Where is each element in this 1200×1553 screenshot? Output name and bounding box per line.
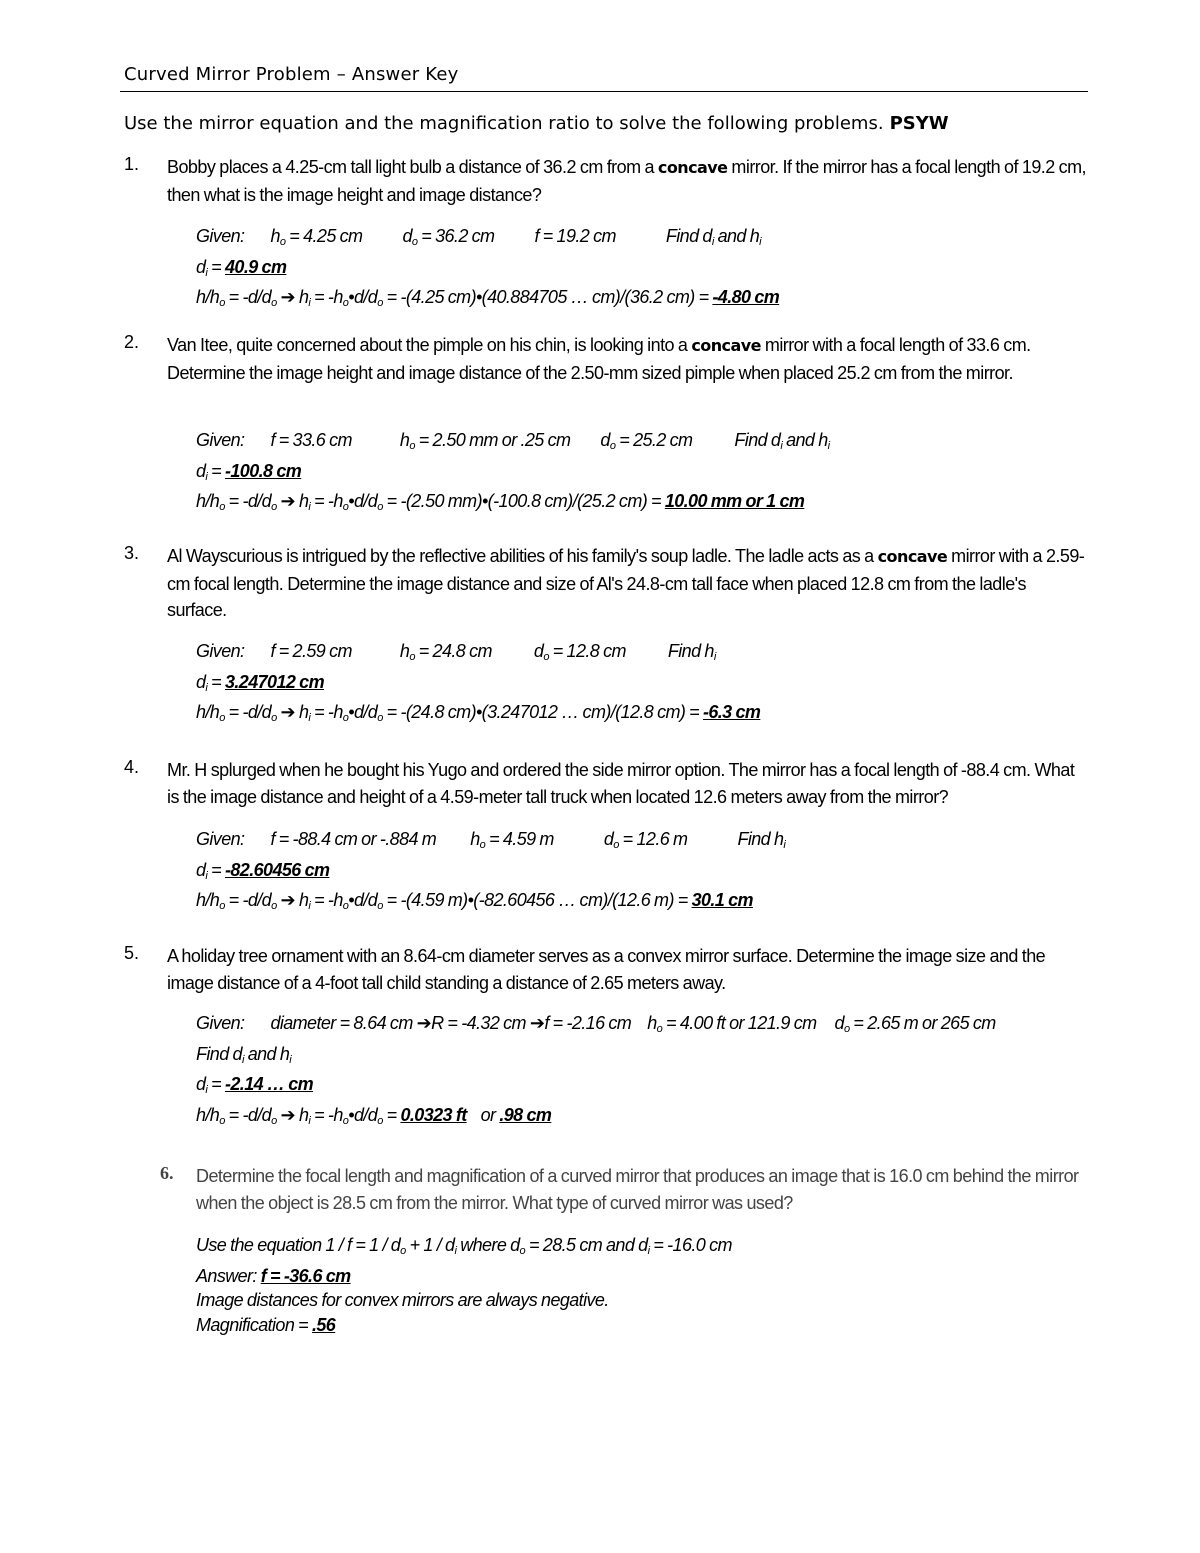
formula: •d/d xyxy=(348,287,378,307)
var-h: h xyxy=(298,491,309,511)
problem-text: Determine the focal length and magnification of a curved mirror that produces an image that is 16.0 cm behind the mirror when the object is 28.5 cm from the mirror. What type of curved mirror was used? xyxy=(196,1166,1079,1213)
solution xyxy=(196,639,760,731)
given-do: = 36.2 cm xyxy=(417,226,495,246)
sub: o xyxy=(342,712,349,724)
equals: = xyxy=(207,1074,225,1094)
var-d: d xyxy=(196,1074,206,1094)
sub: i xyxy=(759,236,761,248)
hi-answer: -4.80 cm xyxy=(712,287,780,307)
given-line xyxy=(196,1011,996,1042)
sub: i xyxy=(289,1053,292,1066)
formula: = -h xyxy=(310,702,343,722)
di-answer: 40.9 cm xyxy=(225,256,287,277)
mirror-type-keyword: concave xyxy=(691,336,761,355)
given-line xyxy=(196,827,785,858)
given-do: = 2.65 m or 265 cm xyxy=(849,1013,996,1033)
given-label: Given: xyxy=(196,430,245,450)
mirror-type-keyword: concave xyxy=(657,158,728,177)
or-text: or xyxy=(480,1104,496,1125)
formula: = -h xyxy=(310,890,343,910)
hi-answer: 10.00 mm or 1 cm xyxy=(664,491,805,511)
di-answer: 3.247012 cm xyxy=(225,671,324,692)
solution xyxy=(196,827,785,919)
var-d: d xyxy=(402,226,412,246)
sub: o xyxy=(609,440,616,452)
solution xyxy=(196,1233,732,1337)
sub: i xyxy=(713,651,716,663)
find-label: and h xyxy=(713,226,760,246)
hi-answer: 0.0323 ft xyxy=(400,1104,467,1125)
given-label: Given: xyxy=(196,1013,245,1033)
solution xyxy=(196,428,830,520)
find-label: Find h xyxy=(737,829,784,849)
given-diameter: diameter = 8.64 cm xyxy=(270,1013,417,1033)
magnification-answer: .56 xyxy=(311,1314,336,1335)
formula: •d/d xyxy=(348,702,378,722)
sub: i xyxy=(205,681,208,694)
sub: o xyxy=(543,651,549,663)
equals: = xyxy=(207,859,225,880)
sub: o xyxy=(843,1023,850,1035)
find-label: Find d xyxy=(665,226,712,246)
problem-text: Mr. H splurged when he bought his Yugo and ordered the side mirror option. The mirror has a focal length of -88.4 cm. What is the image distance and height of a 4.59-meter tall truck when located 12.6 meters away from the mirror? xyxy=(167,760,1075,807)
find-label: and h xyxy=(243,1043,290,1064)
mirror-type-keyword: concave xyxy=(877,547,948,566)
var-h: h xyxy=(399,430,410,450)
di-line xyxy=(196,858,785,889)
given-f: f = 2.59 cm xyxy=(270,641,352,661)
calculation: = xyxy=(382,1104,401,1125)
arrow-icon: ➔ xyxy=(280,287,296,307)
di-answer: -2.14 … cm xyxy=(225,1074,314,1094)
di-line xyxy=(196,1072,996,1103)
sub: i xyxy=(308,1114,311,1127)
hi-answer: 30.1 cm xyxy=(691,890,753,910)
problem-text-part: Bobby places a 4.25-cm tall light bulb a distance of 36.2 cm from a xyxy=(167,157,658,177)
sub: o xyxy=(411,236,418,248)
sub: o xyxy=(342,501,349,513)
sub: o xyxy=(219,1114,225,1127)
sub: o xyxy=(656,1023,663,1035)
problem-text: A holiday tree ornament with an 8.64-cm diameter serves as a convex mirror surface. Determine the image size and the image distance of a 4-foot tall child standing a distance of 2.65 meters away. xyxy=(167,946,1046,993)
find-label: Find d xyxy=(734,430,781,450)
equation-text: Use the equation 1 / f = 1 / d xyxy=(196,1235,401,1255)
given-ho: = 24.8 cm xyxy=(414,641,492,661)
problem-text-part: Al Wayscurious is intrigued by the reflective abilities of his family's soup ladle. The ladle acts as a xyxy=(167,546,878,566)
var-d: d xyxy=(196,859,206,880)
di-line xyxy=(196,255,779,286)
sub: i xyxy=(308,900,311,912)
solution xyxy=(196,224,779,316)
var-h: h xyxy=(298,1104,309,1125)
sub: i xyxy=(308,501,311,513)
instructions xyxy=(124,113,949,134)
ratio: h/h xyxy=(196,702,220,722)
ratio: = -d/d xyxy=(224,1104,272,1125)
sub: o xyxy=(219,297,225,309)
var-h: h xyxy=(298,287,309,307)
sub: o xyxy=(342,297,349,309)
sub: i xyxy=(205,266,208,279)
given-f: f = 19.2 cm xyxy=(534,226,616,246)
problem-text xyxy=(167,543,1088,624)
equation-text: where d xyxy=(456,1235,520,1255)
problem-text xyxy=(167,332,1088,386)
given-f: f = -2.16 cm xyxy=(544,1013,632,1033)
answer-line xyxy=(196,1264,732,1289)
given-line xyxy=(196,639,760,670)
hi-line xyxy=(196,700,760,731)
header-divider xyxy=(120,91,1088,92)
di-answer: -100.8 cm xyxy=(225,460,302,481)
given-label: Given: xyxy=(196,641,245,661)
var-h: h xyxy=(399,641,410,661)
given-radius: R = -4.32 cm xyxy=(431,1013,530,1033)
var-h: h xyxy=(298,890,309,910)
equation-text: = -16.0 cm xyxy=(649,1235,732,1255)
ratio: = -d/d xyxy=(224,287,272,307)
hi-line xyxy=(196,1103,996,1134)
given-label: Given: xyxy=(196,226,245,246)
sub: o xyxy=(279,236,286,248)
sub: o xyxy=(219,501,225,513)
sub: i xyxy=(780,440,783,452)
problem-number: 5. xyxy=(124,943,140,963)
var-d: d xyxy=(196,671,206,692)
var-d: d xyxy=(834,1013,844,1033)
ratio: h/h xyxy=(196,1104,220,1125)
problem-text-part: mirror. If the mirror has a focal length of 19.2 cm, then what is the image height and image distance? xyxy=(167,157,1086,205)
find-label: and h xyxy=(782,430,828,450)
sub: o xyxy=(342,1114,349,1127)
hi-line xyxy=(196,489,830,520)
calculation: = -(2.50 mm)•(-100.8 cm)/(25.2 cm) = xyxy=(382,491,665,511)
sub: o xyxy=(377,297,383,309)
sub: o xyxy=(271,900,277,912)
arrow-icon: ➔ xyxy=(529,1013,545,1033)
given-ho: = 2.50 mm or .25 cm xyxy=(414,430,571,450)
given-f: f = -88.4 cm or -.884 m xyxy=(270,829,437,849)
formula: = -h xyxy=(310,1104,343,1125)
sub: i xyxy=(205,470,208,483)
arrow-icon: ➔ xyxy=(280,890,296,910)
equation-text: + 1 / d xyxy=(405,1235,455,1255)
formula: •d/d xyxy=(348,1104,378,1125)
given-line xyxy=(196,224,779,255)
ratio: = -d/d xyxy=(224,491,272,511)
problem-number: 3. xyxy=(124,543,140,563)
hi-line xyxy=(196,285,779,316)
sub: i xyxy=(647,1245,650,1257)
formula: = -h xyxy=(310,287,343,307)
problem-text xyxy=(167,154,1088,208)
var-d: d xyxy=(603,829,614,849)
var-d: d xyxy=(600,430,610,450)
di-line xyxy=(196,459,830,490)
var-h: h xyxy=(647,1013,657,1033)
sub: o xyxy=(271,297,277,309)
hi-answer-alt: .98 cm xyxy=(499,1104,552,1125)
formula: = -h xyxy=(310,491,343,511)
answer-label: Answer: xyxy=(196,1265,261,1286)
sub: o xyxy=(613,839,619,851)
var-d: d xyxy=(533,641,544,661)
sub: o xyxy=(409,440,415,452)
problem-text-part: mirror with a 2.59-cm focal length. Determine the image distance and size of Al's 24.8-cm tall face when placed 12.8 cm from the ladle's surface. xyxy=(167,546,1085,620)
equals: = xyxy=(207,256,225,277)
var-d: d xyxy=(196,256,206,277)
sub: o xyxy=(519,1245,526,1257)
problem-text-part: Van Itee, quite concerned about the pimple on his chin, is looking into a xyxy=(167,335,692,355)
find-label: Find h xyxy=(667,641,714,661)
sub: o xyxy=(219,712,225,724)
sub: o xyxy=(377,501,383,513)
solution xyxy=(196,1011,996,1133)
sub: o xyxy=(271,501,277,513)
given-ho: = 4.25 cm xyxy=(285,226,363,246)
sub: o xyxy=(219,900,225,912)
sub: i xyxy=(308,712,311,724)
given-do: = 12.8 cm xyxy=(548,641,626,661)
page-title: Curved Mirror Problem – Answer Key xyxy=(124,64,459,85)
calculation: = -(4.59 m)•(-82.60456 … cm)/(12.6 m) = xyxy=(382,890,692,910)
sub: i xyxy=(454,1245,457,1257)
problem-number: 2. xyxy=(124,332,140,352)
given-line xyxy=(196,428,830,459)
instructions-text: Use the mirror equation and the magnification ratio to solve the following problems. xyxy=(124,113,884,134)
ratio: = -d/d xyxy=(224,702,272,722)
ratio: h/h xyxy=(196,491,220,511)
focal-length-answer: f = -36.6 cm xyxy=(260,1265,351,1286)
equation-line xyxy=(196,1233,732,1264)
sub: o xyxy=(271,712,277,724)
sub: i xyxy=(711,236,714,248)
problem-number: 1. xyxy=(124,154,140,174)
hi-line xyxy=(196,888,785,919)
problem-number: 4. xyxy=(124,757,140,777)
var-h: h xyxy=(270,226,280,246)
equals: = xyxy=(207,460,225,481)
note-line: Image distances for convex mirrors are always negative. xyxy=(196,1290,609,1310)
calculation: = -(4.25 cm)•(40.884705 … cm)/(36.2 cm) = xyxy=(382,287,713,307)
instructions-emphasis: PSYW xyxy=(889,113,949,134)
sub: o xyxy=(377,712,383,724)
sub: i xyxy=(308,297,311,309)
ratio: h/h xyxy=(196,890,220,910)
sub: o xyxy=(409,651,415,663)
var-h: h xyxy=(298,702,309,722)
var-d: d xyxy=(196,460,206,481)
find-label: Find d xyxy=(196,1043,242,1064)
sub: i xyxy=(205,1084,208,1096)
find-line xyxy=(196,1042,996,1073)
sub: i xyxy=(205,869,208,882)
sub: o xyxy=(400,1245,406,1257)
sub: o xyxy=(342,900,349,912)
arrow-icon: ➔ xyxy=(280,491,296,511)
problem-text-part: mirror with a focal length of 33.6 cm. Determine the image height and image distance of the 2.50-mm sized pimple when placed 25.2 cm from the mirror. xyxy=(167,335,1031,383)
equation-text: = 28.5 cm and d xyxy=(525,1235,648,1255)
problem-number: 6. xyxy=(160,1163,174,1183)
di-answer: -82.60456 cm xyxy=(225,859,330,880)
given-ho: = 4.00 ft or 121.9 cm xyxy=(662,1013,817,1033)
given-do: = 12.6 m xyxy=(618,829,688,849)
formula: •d/d xyxy=(348,491,378,511)
sub: o xyxy=(271,1114,277,1127)
equals: = xyxy=(207,671,225,692)
ratio: = -d/d xyxy=(224,890,272,910)
arrow-icon: ➔ xyxy=(280,702,296,722)
arrow-icon: ➔ xyxy=(416,1013,432,1033)
formula: •d/d xyxy=(348,890,378,910)
calculation: = -(24.8 cm)•(3.247012 … cm)/(12.8 cm) = xyxy=(382,702,703,722)
magnification-label: Magnification = xyxy=(196,1314,312,1335)
given-label: Given: xyxy=(196,829,245,849)
var-h: h xyxy=(470,829,480,849)
sub: i xyxy=(241,1053,244,1066)
magnification-line xyxy=(196,1313,732,1338)
sub: o xyxy=(479,839,486,851)
sub: o xyxy=(377,1114,383,1127)
sub: i xyxy=(783,839,786,851)
arrow-icon: ➔ xyxy=(280,1104,296,1125)
given-f: f = 33.6 cm xyxy=(270,430,352,450)
di-line xyxy=(196,670,760,701)
ratio: h/h xyxy=(196,287,220,307)
given-ho: = 4.59 m xyxy=(485,829,554,849)
sub: i xyxy=(827,440,830,452)
sub: o xyxy=(377,900,383,912)
given-do: = 25.2 cm xyxy=(615,430,693,450)
hi-answer: -6.3 cm xyxy=(702,702,761,722)
